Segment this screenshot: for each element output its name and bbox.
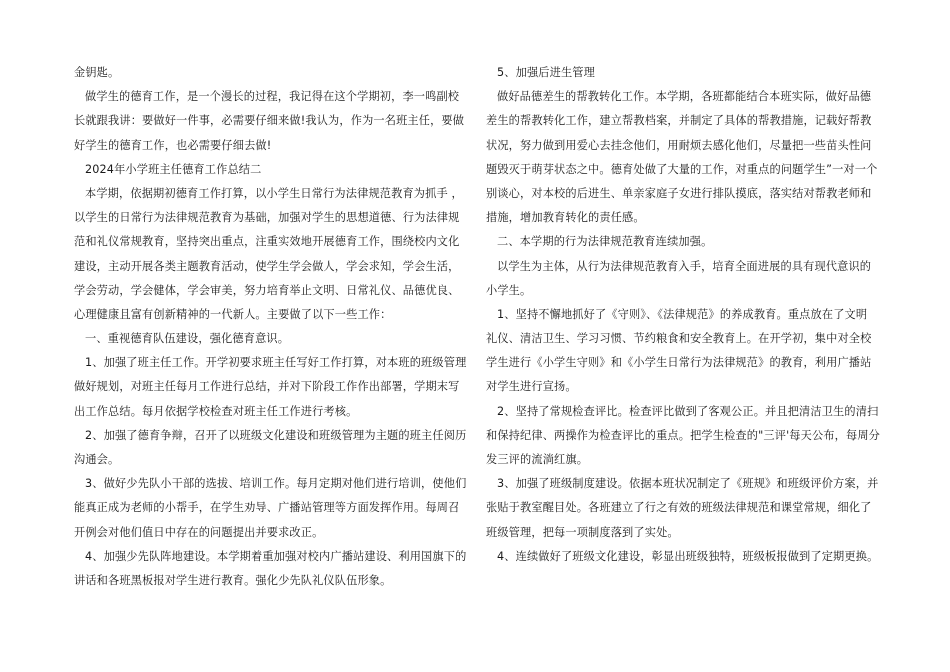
left-column-line: 建设，主动开展各类主题教育活动，使学生学会做人，学会求知，学会生活， xyxy=(74,259,460,273)
left-column-line: 沟通会。 xyxy=(74,453,120,466)
left-column-line: 能真正成为老师的小帮手，在学生劝导、广播站管理等方面发挥作用。每周召 xyxy=(74,501,460,515)
left-column-line: 金钥匙。 xyxy=(74,66,120,79)
right-column-line: 3、加强了班级制度建设。依据本班状况制定了《班规》和班级评价方案，并 xyxy=(497,477,879,491)
left-column-line: 2、加强了德育争辩，召开了以班级文化建设和班级管理为主题的班主任阅历 xyxy=(85,428,467,442)
right-column-line: 别谈心，对本校的后进生、单亲家庭子女进行排队摸底，落实结对帮教老师和 xyxy=(486,186,872,200)
left-column-line: 好学生的德育工作，也必需要仔细去做! xyxy=(74,138,272,152)
left-column xyxy=(74,61,467,593)
right-column-line: 题毁灭于萌芽状态之中。德育处做了大量的工作，对重点的问题学生”一对一个 xyxy=(486,162,878,176)
left-column-line: 以学生的日常行为法律规范教育为基础，加强对学生的思想道德、行为法律规 xyxy=(74,211,460,225)
left-column-line: 出工作总结。每月依据学校检查对班主任工作进行考核。 xyxy=(74,404,358,418)
right-column-line: 做好品德差生的帮教转化工作。本学期，各班都能结合本班实际，做好品德 xyxy=(497,90,872,104)
right-column xyxy=(486,61,880,569)
left-column-line: 一、重视德育队伍建设，强化德育意识。 xyxy=(85,332,290,346)
left-column-line: 学会劳动，学会健体，学会审美，努力培育举止文明、日常礼仪、品德优良、 xyxy=(74,283,460,297)
right-column-line: 礼仪、清洁卫生、学习习惯、节约粮食和安全教育上。在开学初，集中对全校 xyxy=(486,332,872,346)
right-column-line: 差生的帮教转化工作，建立帮教档案，并制定了具体的帮教措施，记载好帮教 xyxy=(486,114,872,128)
right-column-line: 对学生进行宣扬。 xyxy=(486,380,577,394)
left-column-line: 做好规划，对班主任每月工作进行总结，并对下阶段工作作出部署，学期末写 xyxy=(74,380,460,394)
left-column-line: 1、加强了班主任工作。开学初要求班主任写好工作打算，对本班的班级管理 xyxy=(85,356,467,370)
right-column-line: 4、连续做好了班级文化建设，彰显出班级独特，班级板报做到了定期更换。 xyxy=(497,549,879,563)
right-column-line: 小学生。 xyxy=(486,283,532,297)
right-column-line: 2、坚持了常规检查评比。检查评比做到了客观公正。并且把清洁卫生的清扫 xyxy=(497,404,879,418)
right-column-line: 1、坚持不懈地抓好了《守则》、《法律规范》的养成教育。重点放在了文明 xyxy=(497,307,868,321)
left-column-line: 开例会对他们值日中存在的问题提出并要求改正。 xyxy=(74,525,324,539)
left-column-line: 4、加强少先队阵地建设。本学期着重加强对校内广播站建设、利用国旗下的 xyxy=(85,549,467,563)
left-column-line: 范和礼仪常规教育，坚持突出重点，注重实效地开展德育工作，围绕校内文化 xyxy=(74,235,460,249)
right-column-line: 状况，努力做到用爱心去挂念他们，用耐烦去感化他们，尽量把一些苗头性问 xyxy=(486,138,872,152)
left-column-line: 3、做好少先队小干部的选拔、培训工作。每月定期对他们进行培训，使他们 xyxy=(85,477,467,491)
right-column-line: 措施，增加教育转化的责任感。 xyxy=(486,211,645,225)
left-column-line: 2024年小学班主任德育工作总结二 xyxy=(85,162,262,176)
right-column-line: 张贴于教室醒目处。各班建立了行之有效的班级法律规范和课堂常规，细化了 xyxy=(486,501,872,515)
right-column-line: 班级管理，把每一项制度落到了实处。 xyxy=(486,525,679,539)
left-column-line: 长就跟我讲：要做好一件事，必需要仔细来做!我认为，作为一名班主任，要做 xyxy=(74,114,465,128)
left-column-line: 讲话和各班黑板报对学生进行教育。强化少先队礼仪队伍形象。 xyxy=(74,573,392,587)
right-column-line: 二、本学期的行为法律规范教育连续加强。 xyxy=(497,235,713,249)
right-column-line: 5、加强后进生管理 xyxy=(497,66,595,79)
left-column-line: 做学生的德育工作，是一个漫长的过程，我记得在这个学期初，李一鸣副校 xyxy=(85,90,460,104)
left-column-line: 心理健康且富有创新精神的一代新人。主要做了以下一些工作： xyxy=(74,307,392,321)
right-column-line: 发三评的流淌红旗。 xyxy=(486,453,589,466)
right-column-line: 和保持纪律、两操作为检查评比的重点。把学生检查的"三评'每天公布，每周分 xyxy=(486,428,880,442)
right-column-line: 学生进行《小学生守则》和《小学生日常行为法律规范》的教育，利用广播站 xyxy=(486,356,872,370)
right-column-line: 以学生为主体，从行为法律规范教育入手，培育全面进展的具有现代意识的 xyxy=(497,259,872,273)
left-column-line: 本学期，依据期初德育工作打算，以小学生日常行为法律规范教育为抓手 ， xyxy=(85,186,463,200)
